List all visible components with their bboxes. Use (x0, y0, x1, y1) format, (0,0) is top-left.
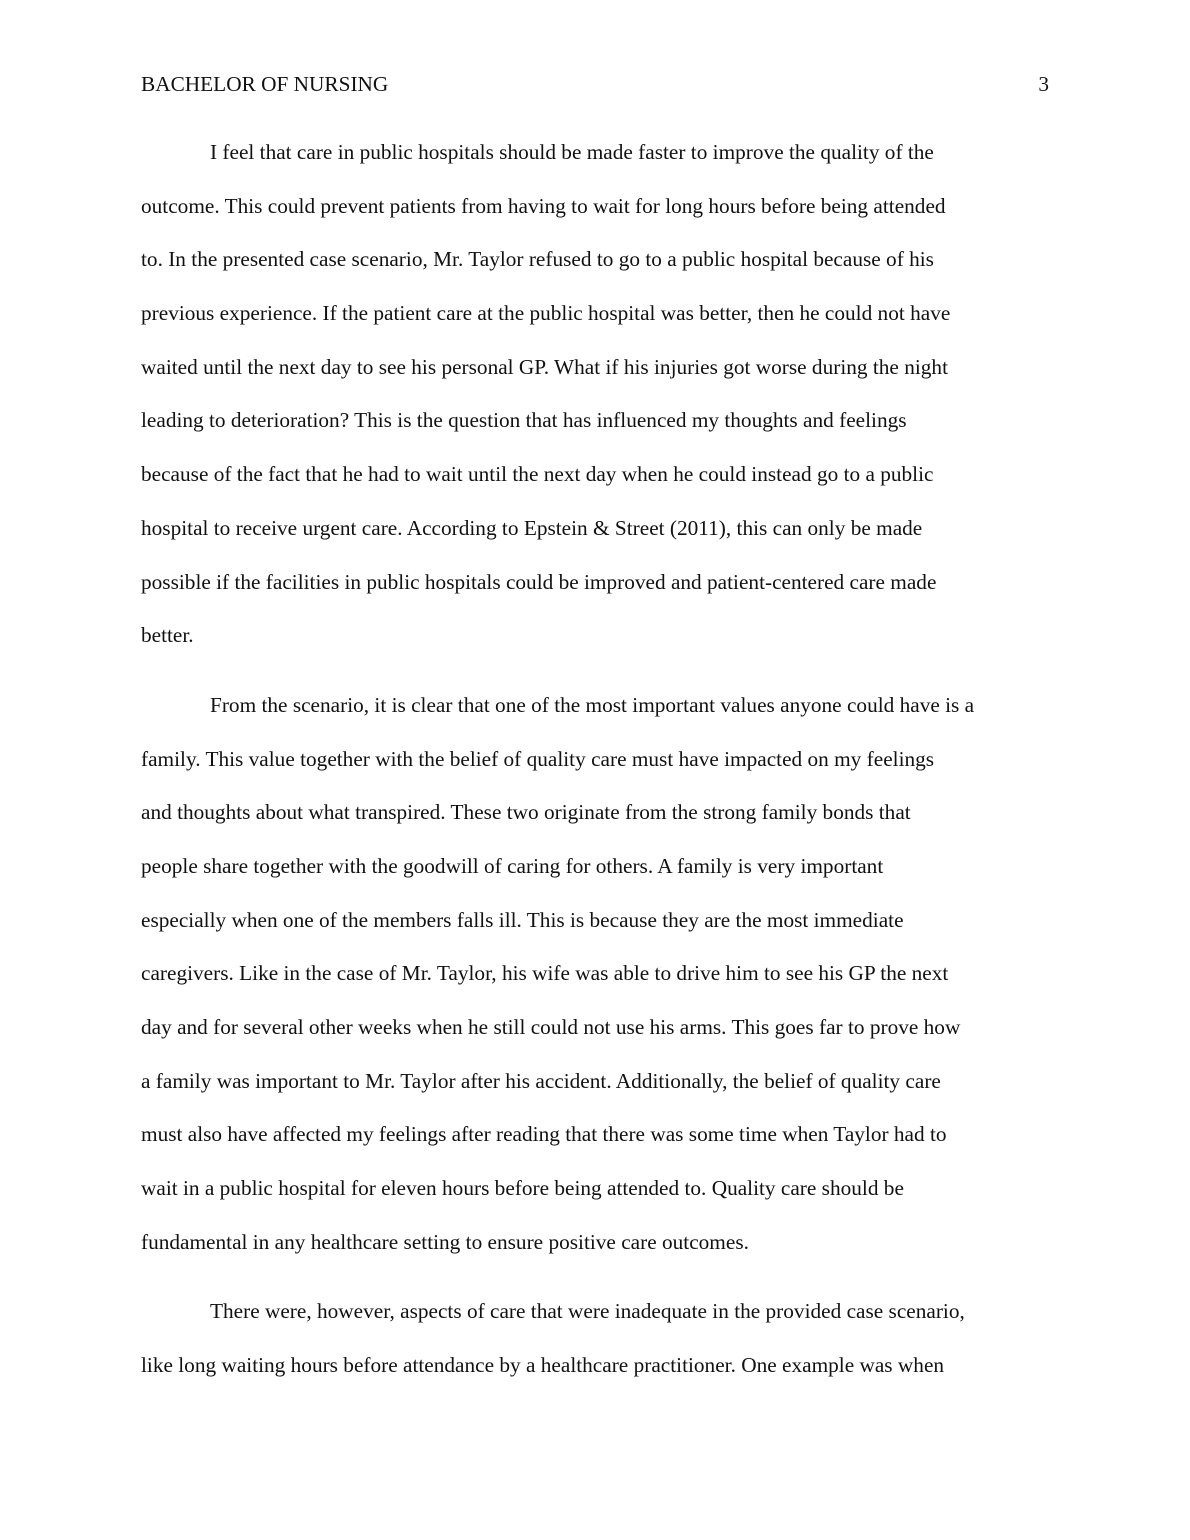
running-head: BACHELOR OF NURSING (141, 72, 389, 96)
paragraph-line: fundamental in any healthcare setting to ensure positive care outcomes. (141, 1229, 749, 1254)
paragraph-line: There were, however, aspects of care that were inadequate in the provided case scenario, (210, 1299, 965, 1324)
paragraph-line: waited until the next day to see his personal GP. What if his injuries got worse during the night (141, 354, 948, 379)
paragraph-line: people share together with the goodwill of caring for others. A family is very important (141, 853, 884, 878)
paragraph-line: I feel that care in public hospitals should be made faster to improve the quality of the (210, 140, 934, 164)
paragraph-line: From the scenario, it is clear that one of the most important values anyone could have is a (210, 692, 975, 717)
paragraph-line: caregivers. Like in the case of Mr. Taylor, his wife was able to drive him to see his GP the next (141, 961, 949, 986)
paragraph-line: like long waiting hours before attendance by a healthcare practitioner. One example was when (141, 1353, 945, 1378)
paragraph-line: family. This value together with the belief of quality care must have impacted on my feelings (141, 746, 935, 771)
paragraph-line: to. In the presented case scenario, Mr. Taylor refused to go to a public hospital because of his (141, 247, 934, 272)
page-number: 3 (1038, 72, 1049, 96)
paragraph-line: day and for several other weeks when he still could not use his arms. This goes far to prove how (141, 1015, 961, 1039)
paragraph-line: leading to deterioration? This is the question that has influenced my thoughts and feelings (141, 408, 907, 433)
paragraph-line: especially when one of the members falls ill. This is because they are the most immediate (141, 907, 904, 932)
paragraph-line: outcome. This could prevent patients from having to wait for long hours before being attended (141, 193, 946, 218)
paragraph-line: because of the fact that he had to wait until the next day when he could instead go to a public (141, 462, 934, 487)
paragraph-line: previous experience. If the patient care at the public hospital was better, then he could not have (141, 301, 951, 326)
paragraph-line: and thoughts about what transpired. These two originate from the strong family bonds that (141, 800, 911, 825)
document-body (141, 126, 1061, 1393)
paragraph-line: better. (141, 623, 194, 648)
paragraph-3 (141, 1285, 1061, 1392)
paragraph-2 (141, 679, 1061, 1270)
paragraph-line: hospital to receive urgent care. According to Epstein & Street (2011), this can only be made (141, 515, 923, 540)
paragraph-line: possible if the facilities in public hospitals could be improved and patient-centered care made (141, 569, 937, 594)
paragraph-1 (141, 126, 1061, 663)
paragraph-line: wait in a public hospital for eleven hours before being attended to. Quality care should be (141, 1176, 904, 1201)
paragraph-line: a family was important to Mr. Taylor after his accident. Additionally, the belief of quality care (141, 1068, 941, 1093)
paragraph-line: must also have affected my feelings after reading that there was some time when Taylor had to (141, 1122, 947, 1147)
